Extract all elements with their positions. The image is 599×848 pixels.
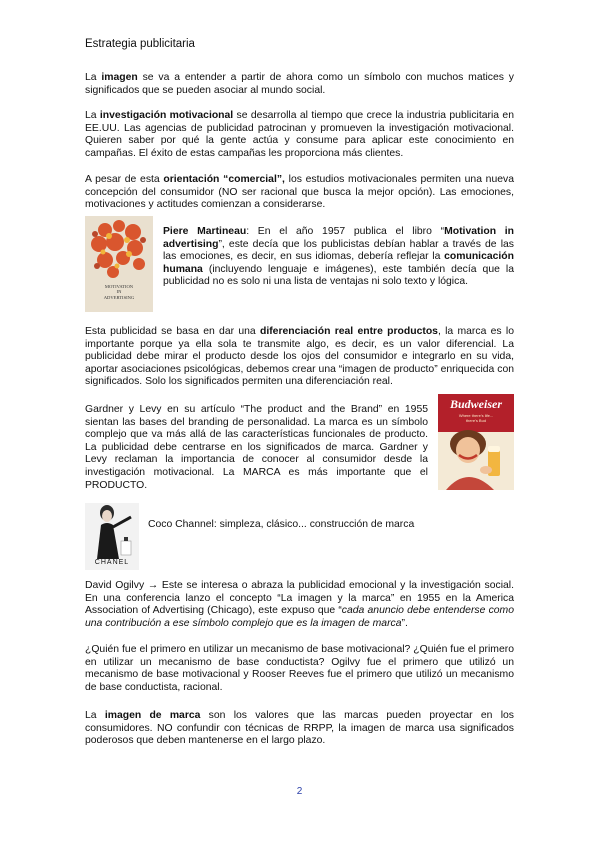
book-title-line2: IN <box>116 289 122 295</box>
paragraph-coco-channel: Coco Channel: simpleza, clásico... construcción de marca <box>148 519 415 530</box>
chanel-model-illustration <box>85 503 139 559</box>
budweiser-tagline-1: Where there's life... <box>458 413 494 418</box>
paragraph-diferenciacion: Esta publicidad se basa en dar una diferenciación real entre productos, la marca es lo importante porque ya ella sola te transmite algo, es decir, es un valor diferencial. La publicidad debe mirar el producto desde los ojos del consumidor e integrarlo en su vida, aportar asociaciones psicológicas, debemos crear una “imagen de producto” enriquecida con significados. Solo los significados permiten una diferenciación real. <box>85 326 514 388</box>
paragraph-imagen-de-marca: La imagen de marca son los valores que las marcas pueden proyectar en los consumidores. NO confundir con técnicas de RRPP, la imagen de marca usa significados poderosos que deben mantenerse en el largo plazo. <box>85 710 514 747</box>
paragraph-imagen: La imagen se va a entender a partir de ahora como un símbolo con muchos matices y significados que se pueden asociar al mundo social. <box>85 72 514 96</box>
page-header: Estrategia publicitaria <box>85 38 195 50</box>
budweiser-tagline-2: there's Bud <box>465 418 487 423</box>
coco-chanel-photo <box>85 503 139 570</box>
paragraph-orientacion-comercial: A pesar de esta orientación “comercial”, los estudios motivacionales permiten una nueva concepción del consumidor (NO ser racional que busca la mejor opción). Las emociones, motivaciones y actitudes comienzan a considerarse. <box>85 174 514 211</box>
budweiser-ad-image <box>438 394 514 490</box>
book-title-line3: ADVERTISING <box>103 294 135 300</box>
page-number: 2 <box>296 786 303 797</box>
book-title-line1: MOTIVATION <box>104 284 134 289</box>
paragraph-gardner-levy: Gardner y Levy en su artículo “The product and the Brand” en 1955 sientan las bases del branding de personalidad. La marca es un símbolo complejo que va más allá de las características funcionales de producto. La publicidad debe centrarse en los significados de marca. Gardner y Levy reclaman la importancia de conocer al consumidor desde la investigación motivacional. La MARCA es más importante que el PRODUCTO. <box>85 404 428 491</box>
paragraph-preguntas: ¿Quién fue el primero en utilizar un mecanismo de base motivacional? ¿Quién fue el primero en utilizar un mecanismo de base conductista? Ogilvy fue el primero que utilizó un mecanismo de base motivacional y Rooser Reeves fue el primero que utilizó un mecanismo de base conductista, racional. <box>85 644 514 693</box>
motivation-in-advertising-book-cover <box>85 216 153 312</box>
paragraph-david-ogilvy: David Ogilvy → Este se interesa o abraza la publicidad emocional y la investigación social. En una conferencia lanzo el concepto “La imagen y la marca” en 1955 en la America Association of Advertising (Chicago), este expuso que “cada anuncio debe entenderse como una contribución a ese símbolo complejo que es la imagen de marca”. <box>85 580 514 629</box>
paragraph-piere-martineau: Piere Martineau: En el año 1957 publica el libro “Motivation in advertising”, este decía que los publicistas debían hablar a través de las las emociones, es decir, en sus idiomas, debería reflejar la comunicación humana (incluyendo lenguaje e imágenes), este también decía que la publicidad no es solo ni una lista de ventajas ni solo texto y lógica. <box>163 226 514 288</box>
chanel-logo-text: CHANEL <box>94 559 130 566</box>
woman-with-beer-illustration <box>438 428 514 490</box>
budweiser-logo-text: Budweiser <box>449 397 502 411</box>
paragraph-investigacion-motivacional: La investigación motivacional se desarrolla al tiempo que crece la industria publicitaria en EE.UU. Las agencias de publicidad patrocinan y promueven la investigación motivacional. Quieren saber por qué la gente actúa y consume para aplicar este conocimiento en campañas. El éxito de estas campañas les proporciona más clientes. <box>85 110 514 159</box>
